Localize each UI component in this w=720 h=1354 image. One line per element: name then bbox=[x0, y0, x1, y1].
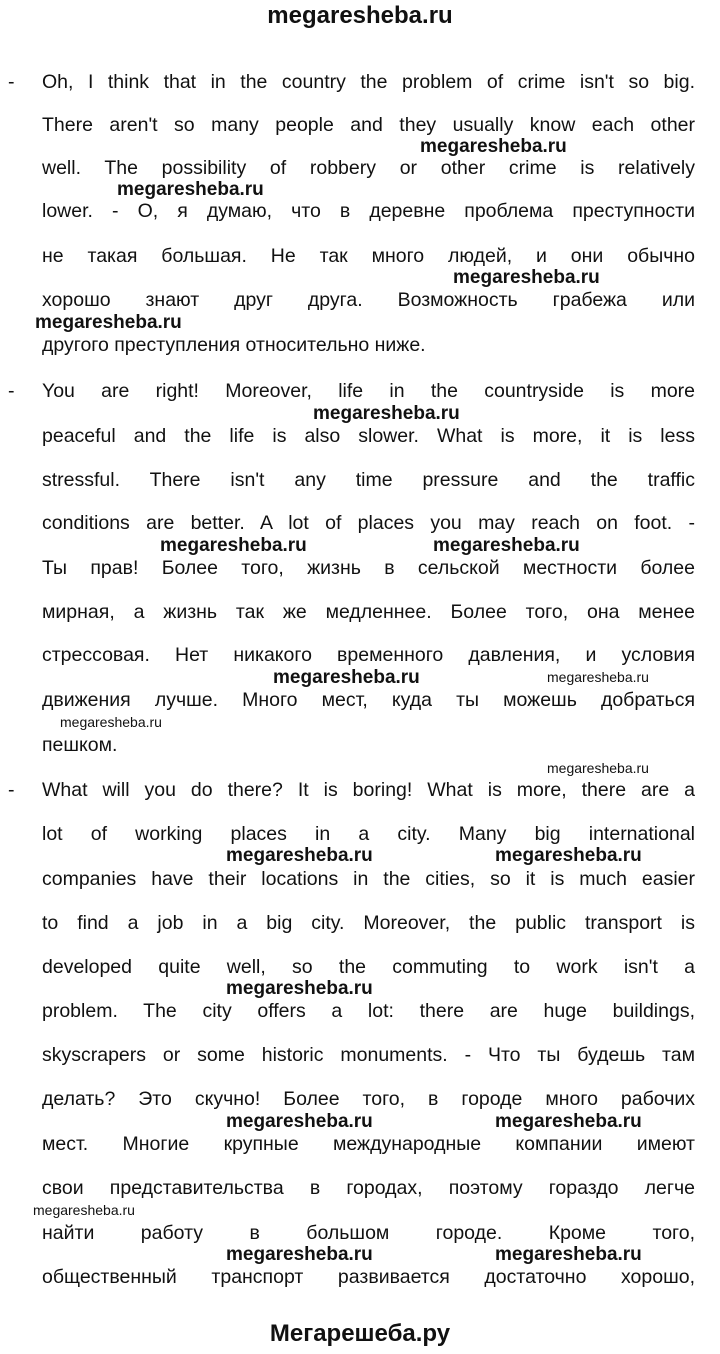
text-line: peaceful and the life is also slower. What is more, it is less bbox=[42, 425, 695, 447]
text-line: мирная, а жизнь так же медленнее. Более того, она менее bbox=[42, 601, 695, 623]
watermark: megaresheba.ru bbox=[495, 1244, 642, 1265]
text-line: What will you do there? It is boring! What is more, there are a bbox=[42, 779, 695, 801]
watermark: megaresheba.ru bbox=[495, 1111, 642, 1132]
text-line: companies have their locations in the cities, so it is much easier bbox=[42, 868, 695, 890]
watermark: megaresheba.ru bbox=[313, 403, 460, 424]
watermark: megaresheba.ru bbox=[495, 845, 642, 866]
watermark: megaresheba.ru bbox=[160, 535, 307, 556]
text-line: developed quite well, so the commuting to work isn't a bbox=[42, 956, 695, 978]
watermark: megaresheba.ru bbox=[547, 760, 649, 776]
watermark: megaresheba.ru bbox=[226, 1244, 373, 1265]
watermark: megaresheba.ru bbox=[420, 136, 567, 157]
text-line: lower. - О, я думаю, что в деревне проблема преступности bbox=[42, 200, 695, 222]
text-line: stressful. There isn't any time pressure and the traffic bbox=[42, 469, 695, 491]
text-line: стрессовая. Нет никакого временного давления, и условия bbox=[42, 644, 695, 666]
text-line: делать? Это скучно! Более того, в городе много рабочих bbox=[42, 1088, 695, 1110]
text-line: хорошо знают друг друга. Возможность грабежа или bbox=[42, 289, 695, 311]
text-line: не такая большая. Не так много людей, и они обычно bbox=[42, 245, 695, 267]
watermark: megaresheba.ru bbox=[547, 669, 649, 685]
text-line: to find a job in a big city. Moreover, the public transport is bbox=[42, 912, 695, 934]
text-line: You are right! Moreover, life in the countryside is more bbox=[42, 380, 695, 402]
bullet-dash: - bbox=[8, 71, 15, 93]
text-line: найти работу в большом городе. Кроме того, bbox=[42, 1222, 695, 1244]
watermark: megaresheba.ru bbox=[433, 535, 580, 556]
watermark: megaresheba.ru bbox=[453, 267, 600, 288]
watermark: megaresheba.ru bbox=[35, 312, 182, 333]
text-line: Ты прав! Более того, жизнь в сельской местности более bbox=[42, 557, 695, 579]
text-line: problem. The city offers a lot: there are huge buildings, bbox=[42, 1000, 695, 1022]
text-line: общественный транспорт развивается достаточно хорошо, bbox=[42, 1266, 695, 1288]
watermark: megaresheba.ru bbox=[226, 1111, 373, 1132]
watermark: megaresheba.ru bbox=[273, 667, 420, 688]
text-line: пешком. bbox=[42, 734, 118, 756]
watermark: megaresheba.ru bbox=[226, 978, 373, 999]
text-line: Oh, I think that in the country the problem of crime isn't so big. bbox=[42, 71, 695, 93]
site-footer: Мегарешеба.ру bbox=[269, 1320, 451, 1347]
text-line: свои представительства в городах, поэтому гораздо легче bbox=[42, 1177, 695, 1199]
bullet-dash: - bbox=[8, 380, 15, 402]
watermark: megaresheba.ru bbox=[33, 1202, 135, 1218]
watermark: megaresheba.ru bbox=[117, 179, 264, 200]
text-line: There aren't so many people and they usually know each other bbox=[42, 114, 695, 136]
site-header: megaresheba.ru bbox=[267, 2, 453, 29]
text-line: движения лучше. Много мест, куда ты можешь добраться bbox=[42, 689, 695, 711]
text-line: другого преступления относительно ниже. bbox=[42, 334, 426, 356]
text-line: lot of working places in a city. Many big international bbox=[42, 823, 695, 845]
text-line: мест. Многие крупные международные компании имеют bbox=[42, 1133, 695, 1155]
text-line: conditions are better. A lot of places you may reach on foot. - bbox=[42, 512, 695, 534]
bullet-dash: - bbox=[8, 779, 15, 801]
watermark: megaresheba.ru bbox=[226, 845, 373, 866]
text-line: well. The possibility of robbery or other crime is relatively bbox=[42, 157, 695, 179]
text-line: skyscrapers or some historic monuments. - Что ты будешь там bbox=[42, 1044, 695, 1066]
watermark: megaresheba.ru bbox=[60, 714, 162, 730]
